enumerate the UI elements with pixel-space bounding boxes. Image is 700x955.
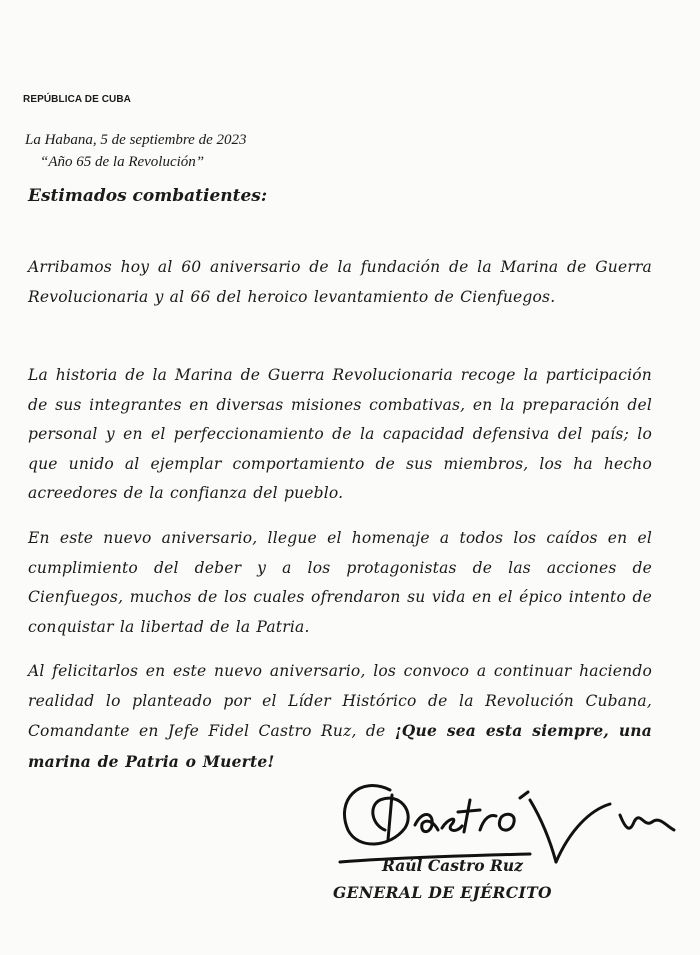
signatory-title: GENERAL DE EJÉRCITO [333, 883, 552, 902]
closing-motto: ¡Que sea esta siempre, una marina de Patria o Muerte! [28, 721, 652, 771]
paragraph-4-text: Al felicitarlos en este nuevo aniversario, los convoco a continuar haciendo realidad lo planteado por el Líder Histórico de la Revolución Cubana, Comandante en Jefe Fidel Castro Ruz, de [28, 662, 652, 740]
dateline: La Habana, 5 de septiembre de 2023 [25, 132, 247, 148]
year-motto: “Año 65 de la Revolución” [40, 154, 205, 170]
paragraph-3: En este nuevo aniversario, llegue el homenaje a todos los caídos en el cumplimiento del deber y a los protagonistas de las acciones de Cienfuegos, muchos de los cuales ofrendaron su vida en el épico intento de conquistar la libertad de la Patria. [28, 529, 652, 636]
salutation: Estimados combatientes: [28, 186, 268, 206]
signatory-name: Raúl Castro Ruz [382, 856, 523, 875]
paragraph-2: La historia de la Marina de Guerra Revolucionaria recoge la participación de sus integrantes en diversas misiones combativas, en la preparación del personal y en el perfeccionamiento de la capacidad defensiva del país; lo que unido al ejemplar comportamiento de sus miembros, los ha hecho acreedores de la confianza del pueblo. [28, 366, 652, 502]
handwritten-signature [330, 770, 690, 870]
letterhead-country: REPÚBLICA DE CUBA [23, 94, 131, 105]
paragraph-1: Arribamos hoy al 60 aniversario de la fundación de la Marina de Guerra Revolucionaria y al 66 del heroico levantamiento de Cienfuegos. [28, 258, 652, 306]
paragraph-4 [28, 657, 652, 777]
